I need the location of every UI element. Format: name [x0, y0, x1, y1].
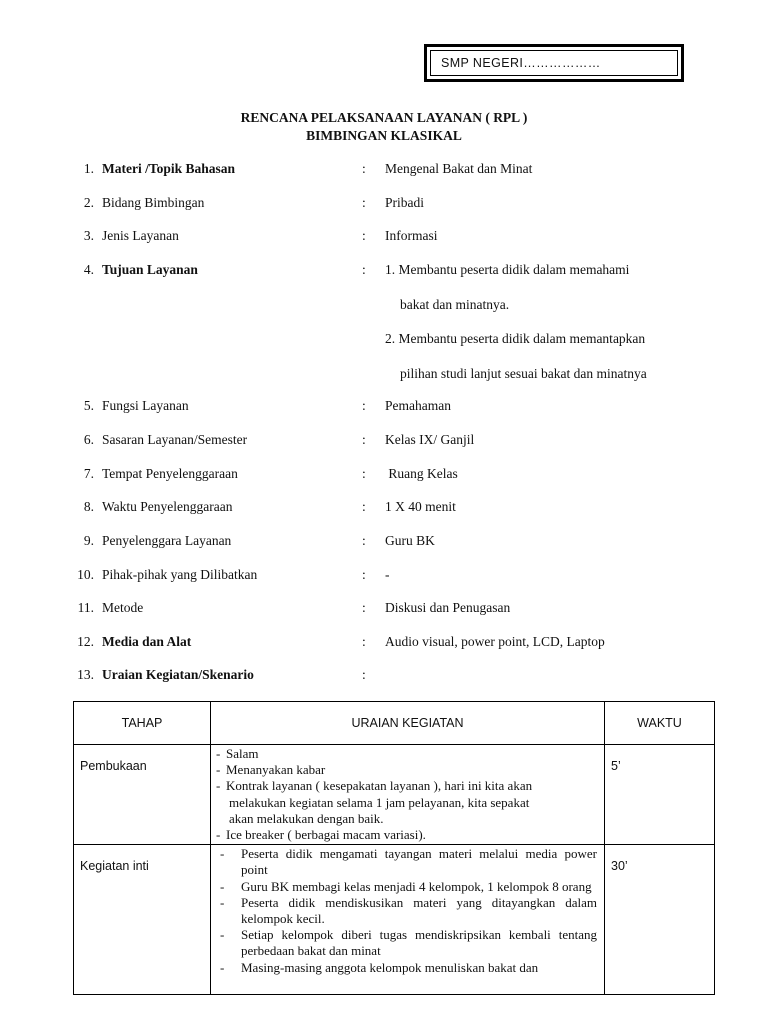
- item-number: 13.: [77, 667, 94, 682]
- item-value: -: [385, 567, 390, 582]
- waktu-cell: 30’: [605, 845, 715, 995]
- item-label: Materi /Topik Bahasan: [102, 161, 236, 176]
- item-number: 5.: [83, 398, 94, 413]
- table-row: [74, 845, 715, 995]
- item-number: 3.: [83, 228, 94, 243]
- activity-list: [212, 846, 603, 976]
- table-row: [74, 745, 715, 845]
- item-number: 6.: [83, 432, 94, 447]
- item-colon: :: [362, 667, 366, 682]
- item-value: Ruang Kelas: [385, 466, 458, 481]
- item-colon: :: [362, 600, 366, 615]
- tujuan-continuation: pilihan studi lanjut sesuai bakat dan minatnya: [400, 366, 647, 381]
- item-label: Fungsi Layanan: [102, 398, 189, 413]
- item-value: Diskusi dan Penugasan: [385, 600, 511, 615]
- item-label: Bidang Bimbingan: [102, 195, 205, 210]
- item-label: Penyelenggara Layanan: [102, 533, 232, 548]
- list-item: - Masing-masing anggota kelompok menuliskan bakat dan: [220, 959, 539, 975]
- item-label: Media dan Alat: [102, 634, 192, 649]
- item-label: Waktu Penyelenggaraan: [102, 499, 233, 514]
- table-header-row: [74, 702, 715, 745]
- list-item: - Kontrak layanan ( kesepakatan layanan ), hari ini kita akan melakukan kegiatan selama 1 jam pelayanan, kita sepakat akan melakukan dengan baik.: [216, 778, 533, 826]
- item-value: Audio visual, power point, LCD, Laptop: [385, 634, 605, 649]
- list-item: - Guru BK membagi kelas menjadi 4 kelompok, 1 kelompok 8 orang: [220, 878, 592, 894]
- item-number: 9.: [83, 533, 94, 548]
- item-value: Pemahaman: [385, 398, 451, 413]
- list-item: - Peserta didik mengamati tayangan materi melalui media power point: [220, 846, 597, 878]
- item-colon: :: [362, 161, 366, 176]
- item-colon: :: [362, 262, 366, 277]
- item-value: Informasi: [385, 228, 438, 243]
- item-number: 12.: [77, 634, 94, 649]
- item-number: 7.: [83, 466, 94, 481]
- item-number: 1.: [83, 161, 94, 176]
- header-uraian-kegiatan: URAIAN KEGIATAN: [211, 702, 605, 745]
- item-label: Tujuan Layanan: [102, 262, 198, 277]
- item-label: Sasaran Layanan/Semester: [102, 432, 248, 447]
- waktu-cell: 5’: [605, 745, 715, 845]
- item-value: Kelas IX/ Ganjil: [385, 432, 475, 447]
- item-colon: :: [362, 533, 366, 548]
- item-number: 2.: [83, 195, 94, 210]
- item-label: Tempat Penyelenggaraan: [102, 466, 238, 481]
- item-number: 10.: [77, 567, 94, 582]
- item-number: 4.: [83, 262, 94, 277]
- item-colon: :: [362, 228, 366, 243]
- item-number: 11.: [77, 600, 94, 615]
- uraian-cell: [211, 845, 605, 995]
- item-label: Metode: [102, 600, 144, 615]
- item-label: Jenis Layanan: [102, 228, 179, 243]
- list-item: - Salam: [216, 746, 259, 761]
- tujuan-continuation: 2. Membantu peserta didik dalam memantapkan: [385, 331, 646, 346]
- document-subtitle: BIMBINGAN KLASIKAL: [306, 128, 462, 143]
- item-value: Mengenal Bakat dan Minat: [385, 161, 533, 176]
- item-colon: :: [362, 634, 366, 649]
- header-tahap: TAHAP: [74, 702, 211, 745]
- tahap-cell: Kegiatan inti: [74, 845, 211, 995]
- school-name-box: [424, 44, 684, 82]
- item-value: Guru BK: [385, 533, 435, 548]
- activity-table: [73, 701, 715, 995]
- item-value: Pribadi: [385, 195, 424, 210]
- item-colon: :: [362, 195, 366, 210]
- item-colon: :: [362, 466, 366, 481]
- header-waktu: WAKTU: [605, 702, 715, 745]
- item-colon: :: [362, 499, 366, 514]
- school-name: SMP NEGERI………………: [441, 56, 601, 70]
- item-colon: :: [362, 398, 366, 413]
- list-item: - Setiap kelompok diberi tugas mendiskripsikan kembali tentang perbedaan bakat dan minat: [220, 927, 597, 959]
- item-label: Uraian Kegiatan/Skenario: [102, 667, 254, 682]
- item-value: 1. Membantu peserta didik dalam memahami: [385, 262, 630, 277]
- tahap-cell: Pembukaan: [74, 745, 211, 845]
- activity-list: [212, 746, 603, 843]
- item-label: Pihak-pihak yang Dilibatkan: [102, 567, 258, 582]
- document-title: RENCANA PELAKSANAAN LAYANAN ( RPL ): [240, 110, 528, 125]
- item-colon: :: [362, 567, 366, 582]
- list-item: - Menanyakan kabar: [216, 762, 326, 778]
- list-item: - Peserta didik mendiskusikan materi yang ditayangkan dalam kelompok kecil.: [220, 894, 597, 927]
- item-value: 1 X 40 menit: [385, 499, 456, 514]
- uraian-cell: [211, 745, 605, 845]
- item-number: 8.: [83, 499, 94, 514]
- list-item: - Ice breaker ( berbagai macam variasi).: [216, 827, 426, 843]
- item-colon: :: [362, 432, 366, 447]
- tujuan-continuation: bakat dan minatnya.: [400, 297, 510, 312]
